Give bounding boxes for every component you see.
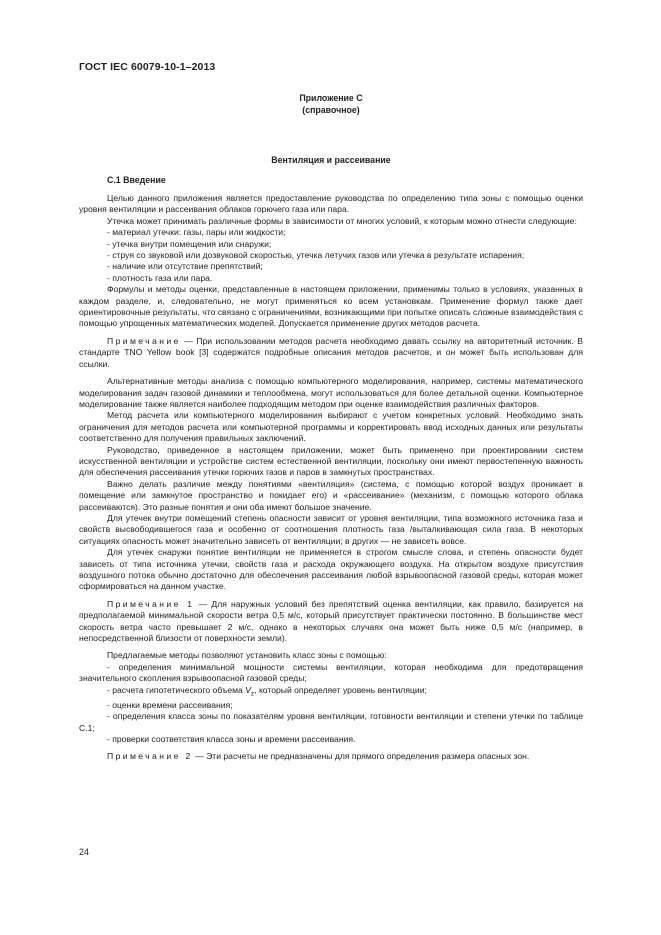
formula-subscript: z (250, 690, 255, 698)
subsection-heading: С.1 Введение (107, 175, 166, 185)
page-number: 24 (79, 847, 90, 857)
paragraph: Важно делать различие между понятиями «вентиляция» (система, с помощью которой воздух проникает в помещение или замкнутое пространство и покидает его) и «рассеивание» (механизм, с помощью которого облака рассеиваются). Это разные понятия и они оба имеют большое значение. (79, 478, 583, 512)
annex-subtitle: (справочное) (302, 105, 360, 115)
note-label: Примечание 2 (107, 751, 193, 762)
list-item: - проверки соответствия класса зоны и времени рассеивания. (107, 734, 356, 744)
document-body (79, 193, 583, 769)
list-item: - плотность газа или пара. (107, 272, 213, 283)
list-item: - оценки времени рассеивания; (107, 699, 233, 710)
note (79, 599, 583, 645)
note (79, 751, 583, 762)
note-text: — Эти расчеты не предназначены для прямого определения размера опасных зон. (192, 751, 530, 762)
list-item: - определения минимальной мощности системы вентиляции, которая необходима для предотвращения значительного скопления взрывоопасной газовой среды; (79, 661, 583, 684)
section-title: Вентиляция и рассеивание (271, 155, 391, 165)
paragraph: Формулы и методы оценки, представленные в настоящем приложении, применимы только в условиях, указанных в каждом разделе, и, следовательно, не могут применяться ко всем установкам. Применение формул также дает ориентировочные результаты, что связано с ограничениями, возникающими при попытке описать сложные взаимодействия с помощью упрощенных математических моделей. Допускается применение других методов расчета. (79, 284, 583, 329)
paragraph: Предлагаемые методы позволяют установить класс зоны с помощью: (107, 650, 387, 661)
paragraph: Утечка может принимать различные формы в зависимости от многих условий, к которым можно отнести следующие: (107, 215, 577, 226)
paragraph: Целью данного приложения является предоставление руководства по определению типа зоны с помощью оценки уровня вентиляции и рассеивания облаков горючего газа или пара. (79, 193, 583, 215)
list-item: - струя со звуковой или дозвуковой скоростью, утечка летучих газов или утечка в результате испарения; (107, 250, 525, 261)
paragraph: Метод расчета или компьютерного моделирования выбирают с учетом конкретных условий. Необходимо знать ограничения для методов расчета или компьютерной программы и корректировать ввод исходных данных или результаты соответственно для получения правильных заключений. (79, 410, 583, 444)
list-item: - наличие или отсутствие препятствий; (107, 261, 263, 272)
note-label: Примечание (107, 335, 181, 346)
list-item: - определения класса зоны по показателям уровня вентиляции, готовности вентиляции и степени утечки по таблице С.1; (79, 711, 583, 733)
note-label: Примечание 1 (107, 598, 195, 609)
annex-title: Приложение С (299, 93, 363, 103)
list-item-text: , который определяет уровень вентиляции; (254, 684, 427, 695)
note-text: — Для наружных условий без препятствий оценка вентиляции, как правило, базируется на предполагаемой минимальной скорости ветра 0,5 м/с, который присутствует практически постоянно. В большинстве мест скорость ветра часто превышает 2 м/с, однако в некоторых случаях она может быть ниже 0,5 м/с (например, в непосредственной близости от поверхности земли). (79, 598, 583, 644)
paragraph: Для утечек внутри помещений степень опасности зависит от уровня вентиляции, типа возможного источника газа и свойств высвободившегося газа и особенно от соотношения плотность газа /выталкивающая сила газа. В некоторых ситуациях опасность может значительно зависеть от вентиляции; в других — не зависеть вовсе. (79, 512, 583, 546)
note (79, 336, 583, 370)
list-item: - материал утечки: газы, пары или жидкости; (107, 227, 286, 238)
note-text: — При использовании методов расчета необходимо давать ссылку на авторитетный источник. В стандарте TNO Yellow book [3] содержатся подробные описания методов расчетов, и он может быть использован для ссылки. (79, 335, 583, 369)
list-item: - утечка внутри помещения или снаружи; (107, 238, 272, 249)
list-item-text: - расчета гипотетического объема (107, 684, 246, 695)
paragraph: Руководство, приведенное в настоящем приложении, может быть применено при проектировании систем искусственной вентиляции и устройстве систем естественной вентиляции, поскольку они имеют первостепенную важность для обеспечения рассеивания утечки горючих газов и паров в замкнутых пространствах. (79, 444, 583, 478)
paragraph: Для утечек снаружи понятие вентиляции не применяется в строгом смысле слова, и степень опасности будет зависеть от типа источника утечки, свойств газа и расхода окружающего воздуха. На открытом воздухе присутствия воздушного потока обычно достаточно для обеспечения рассеивания любой взрывоопасной газовой среды, которая может сформироваться на данном участке. (79, 547, 583, 592)
list-item (79, 685, 583, 700)
standard-header: ГОСТ IEC 60079-10-1–2013 (79, 61, 216, 73)
formula-variable: V (245, 684, 251, 695)
paragraph: Альтернативные методы анализа с помощью компьютерного моделирования, например, системы математического моделирования задач газовой динамики и теплообмена, могут использоваться для более детальной оценки. Компьютерное моделирование также является наиболее подходящим методом при оценке взаимодействия различных факторов. (79, 376, 583, 409)
